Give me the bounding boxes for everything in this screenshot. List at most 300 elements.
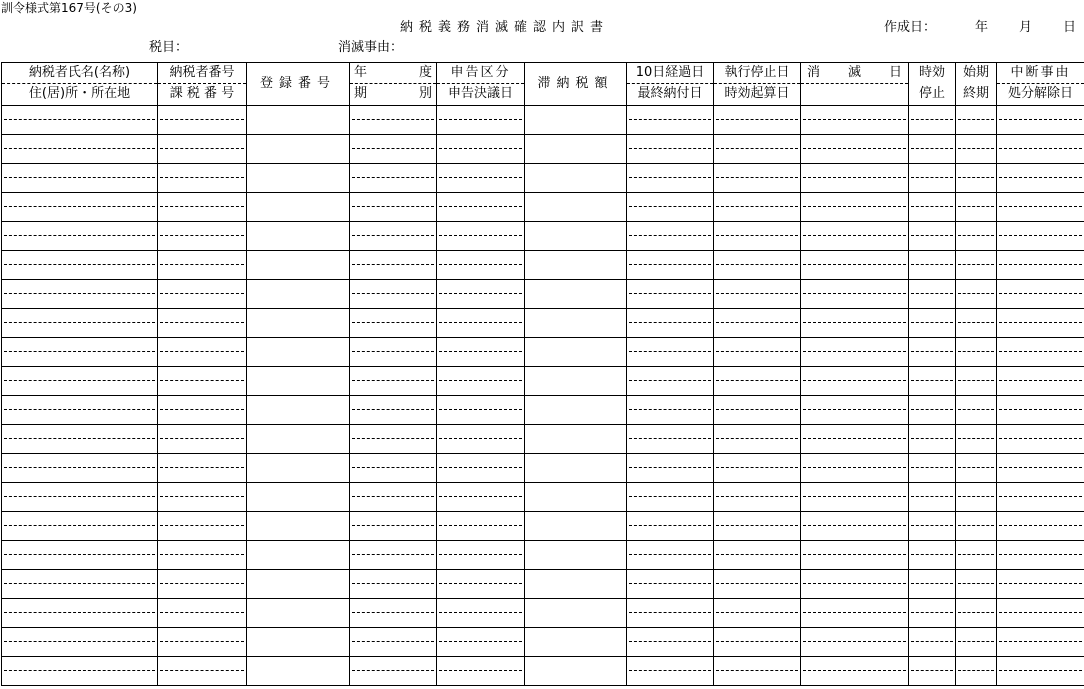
cell-tenday[interactable] xyxy=(627,164,714,193)
table-row xyxy=(2,280,1084,309)
cell-year[interactable] xyxy=(350,135,437,164)
col-year-header xyxy=(350,63,437,106)
col-registration-header xyxy=(247,63,350,106)
cell-tenday[interactable] xyxy=(627,193,714,222)
cell-limit[interactable] xyxy=(909,367,956,396)
cell-limit[interactable] xyxy=(909,483,956,512)
cell-tenday[interactable] xyxy=(627,657,714,686)
cell-taxnum[interactable] xyxy=(158,222,247,251)
cell-name[interactable] xyxy=(2,570,158,599)
cell-registration[interactable] xyxy=(247,454,350,483)
cell-extinct[interactable] xyxy=(801,483,909,512)
col-interrupt-header xyxy=(997,63,1084,106)
cell-name[interactable] xyxy=(2,251,158,280)
cell-start[interactable] xyxy=(956,164,997,193)
table-row xyxy=(2,599,1084,628)
cell-name[interactable] xyxy=(2,512,158,541)
cell-filing[interactable] xyxy=(437,164,525,193)
col-extinct-b: 滅 xyxy=(847,65,861,80)
cell-interrupt[interactable] xyxy=(997,338,1084,367)
cell-year[interactable] xyxy=(350,106,437,135)
cell-name[interactable] xyxy=(2,425,158,454)
cell-registration[interactable] xyxy=(247,251,350,280)
cell-limit[interactable] xyxy=(909,164,956,193)
cell-delinquent[interactable] xyxy=(525,570,627,599)
header-row xyxy=(2,63,1084,106)
cell-limit[interactable] xyxy=(909,106,956,135)
cell-name[interactable] xyxy=(2,599,158,628)
cell-taxnum[interactable] xyxy=(158,570,247,599)
col-registration-label: 登録番号 xyxy=(259,76,336,91)
cell-suspend[interactable] xyxy=(714,309,801,338)
cell-suspend[interactable] xyxy=(714,454,801,483)
cell-start[interactable] xyxy=(956,280,997,309)
created-year-label: 年 xyxy=(975,20,989,35)
cell-year[interactable] xyxy=(350,599,437,628)
cell-delinquent[interactable] xyxy=(525,512,627,541)
cell-name[interactable] xyxy=(2,222,158,251)
cell-name[interactable] xyxy=(2,396,158,425)
cell-year[interactable] xyxy=(350,541,437,570)
cell-taxnum[interactable] xyxy=(158,193,247,222)
col-filing-header xyxy=(437,63,525,106)
col-limit-top: 時効 xyxy=(918,65,945,80)
cell-interrupt[interactable] xyxy=(997,425,1084,454)
cell-tenday[interactable] xyxy=(627,251,714,280)
cell-registration[interactable] xyxy=(247,541,350,570)
cell-limit[interactable] xyxy=(909,396,956,425)
cell-delinquent[interactable] xyxy=(525,541,627,570)
cell-suspend[interactable] xyxy=(714,483,801,512)
table-row xyxy=(2,541,1084,570)
cell-registration[interactable] xyxy=(247,599,350,628)
cell-taxnum[interactable] xyxy=(158,454,247,483)
cell-delinquent[interactable] xyxy=(525,599,627,628)
cell-extinct[interactable] xyxy=(801,396,909,425)
cell-registration[interactable] xyxy=(247,425,350,454)
col-year-top xyxy=(350,63,436,84)
col-name-header xyxy=(2,63,158,106)
cell-interrupt[interactable] xyxy=(997,251,1084,280)
cell-taxnum[interactable] xyxy=(158,628,247,657)
table-row xyxy=(2,483,1084,512)
cell-delinquent[interactable] xyxy=(525,483,627,512)
cell-start[interactable] xyxy=(956,541,997,570)
table-row xyxy=(2,193,1084,222)
cell-interrupt[interactable] xyxy=(997,657,1084,686)
cell-extinct[interactable] xyxy=(801,454,909,483)
col-year-top-b: 度 xyxy=(418,65,432,80)
cell-suspend[interactable] xyxy=(714,222,801,251)
cell-delinquent[interactable] xyxy=(525,367,627,396)
cell-interrupt[interactable] xyxy=(997,396,1084,425)
cell-limit[interactable] xyxy=(909,280,956,309)
cell-limit[interactable] xyxy=(909,251,956,280)
cell-suspend[interactable] xyxy=(714,164,801,193)
cell-delinquent[interactable] xyxy=(525,628,627,657)
cell-extinct[interactable] xyxy=(801,164,909,193)
col-start-bottom: 終期 xyxy=(962,86,989,101)
cell-registration[interactable] xyxy=(247,483,350,512)
cell-registration[interactable] xyxy=(247,367,350,396)
cell-extinct[interactable] xyxy=(801,135,909,164)
cell-filing[interactable] xyxy=(437,106,525,135)
cell-start[interactable] xyxy=(956,396,997,425)
cell-delinquent[interactable] xyxy=(525,106,627,135)
cell-taxnum[interactable] xyxy=(158,367,247,396)
cell-name[interactable] xyxy=(2,541,158,570)
col-tenday-top: 10日経過日 xyxy=(627,63,713,84)
cell-tenday[interactable] xyxy=(627,628,714,657)
cell-name[interactable] xyxy=(2,164,158,193)
cell-taxnum[interactable] xyxy=(158,396,247,425)
col-delinquent-label: 滞納税額 xyxy=(537,76,614,91)
cell-registration[interactable] xyxy=(247,193,350,222)
cell-extinct[interactable] xyxy=(801,425,909,454)
cell-taxnum[interactable] xyxy=(158,338,247,367)
cell-year[interactable] xyxy=(350,396,437,425)
cell-suspend[interactable] xyxy=(714,135,801,164)
cell-name[interactable] xyxy=(2,135,158,164)
cell-filing[interactable] xyxy=(437,338,525,367)
cell-suspend[interactable] xyxy=(714,280,801,309)
cell-interrupt[interactable] xyxy=(997,309,1084,338)
cell-delinquent[interactable] xyxy=(525,251,627,280)
tax-item-label: 税目： xyxy=(149,40,189,55)
col-interrupt-top: 中断事由 xyxy=(997,63,1084,84)
cell-extinct[interactable] xyxy=(801,367,909,396)
cell-delinquent[interactable] xyxy=(525,280,627,309)
cell-start[interactable] xyxy=(956,570,997,599)
cell-name[interactable] xyxy=(2,367,158,396)
cell-taxnum[interactable] xyxy=(158,309,247,338)
col-year-top-a: 年 xyxy=(354,65,368,80)
cell-limit[interactable] xyxy=(909,454,956,483)
cell-registration[interactable] xyxy=(247,309,350,338)
cell-interrupt[interactable] xyxy=(997,570,1084,599)
extinction-reason-label: 消滅事由： xyxy=(338,40,404,55)
table-row xyxy=(2,338,1084,367)
cell-year[interactable] xyxy=(350,657,437,686)
cell-limit[interactable] xyxy=(909,338,956,367)
cell-filing[interactable] xyxy=(437,425,525,454)
table-row xyxy=(2,396,1084,425)
cell-interrupt[interactable] xyxy=(997,512,1084,541)
created-day-label: 日 xyxy=(1063,20,1077,35)
cell-interrupt[interactable] xyxy=(997,106,1084,135)
cell-start[interactable] xyxy=(956,251,997,280)
cell-registration[interactable] xyxy=(247,106,350,135)
cell-year[interactable] xyxy=(350,483,437,512)
cell-year[interactable] xyxy=(350,367,437,396)
cell-limit[interactable] xyxy=(909,309,956,338)
col-tenday-bottom: 最終納付日 xyxy=(637,86,703,101)
cell-extinct[interactable] xyxy=(801,280,909,309)
col-extinct-c: 日 xyxy=(888,65,902,80)
cell-filing[interactable] xyxy=(437,657,525,686)
col-extinct-a: 消 xyxy=(807,65,821,80)
cell-extinct[interactable] xyxy=(801,570,909,599)
cell-interrupt[interactable] xyxy=(997,135,1084,164)
cell-taxnum[interactable] xyxy=(158,251,247,280)
col-start-top: 始期 xyxy=(962,65,989,80)
cell-year[interactable] xyxy=(350,309,437,338)
cell-extinct[interactable] xyxy=(801,222,909,251)
col-name-top: 納税者氏名(名称) xyxy=(2,63,157,84)
cell-suspend[interactable] xyxy=(714,425,801,454)
cell-filing[interactable] xyxy=(437,541,525,570)
cell-name[interactable] xyxy=(2,193,158,222)
cell-delinquent[interactable] xyxy=(525,309,627,338)
cell-name[interactable] xyxy=(2,309,158,338)
table-row xyxy=(2,251,1084,280)
cell-extinct[interactable] xyxy=(801,251,909,280)
cell-limit[interactable] xyxy=(909,570,956,599)
table-row xyxy=(2,454,1084,483)
cell-tenday[interactable] xyxy=(627,425,714,454)
cell-delinquent[interactable] xyxy=(525,222,627,251)
cell-start[interactable] xyxy=(956,599,997,628)
cell-delinquent[interactable] xyxy=(525,657,627,686)
col-start-header xyxy=(956,63,997,106)
cell-suspend[interactable] xyxy=(714,599,801,628)
cell-extinct[interactable] xyxy=(801,106,909,135)
cell-start[interactable] xyxy=(956,222,997,251)
cell-registration[interactable] xyxy=(247,657,350,686)
cell-start[interactable] xyxy=(956,454,997,483)
cell-registration[interactable] xyxy=(247,164,350,193)
cell-interrupt[interactable] xyxy=(997,280,1084,309)
col-suspend-bottom: 時効起算日 xyxy=(724,86,790,101)
cell-filing[interactable] xyxy=(437,628,525,657)
cell-taxnum[interactable] xyxy=(158,106,247,135)
cell-tenday[interactable] xyxy=(627,135,714,164)
table-row xyxy=(2,135,1084,164)
cell-start[interactable] xyxy=(956,483,997,512)
form-number: 訓令様式第167号(その3) xyxy=(1,1,137,15)
cell-tenday[interactable] xyxy=(627,396,714,425)
cell-taxnum[interactable] xyxy=(158,425,247,454)
created-month-label: 月 xyxy=(1019,20,1033,35)
cell-delinquent[interactable] xyxy=(525,164,627,193)
table-row xyxy=(2,222,1084,251)
cell-tenday[interactable] xyxy=(627,483,714,512)
cell-tenday[interactable] xyxy=(627,367,714,396)
cell-filing[interactable] xyxy=(437,280,525,309)
cell-year[interactable] xyxy=(350,193,437,222)
cell-extinct[interactable] xyxy=(801,599,909,628)
cell-year[interactable] xyxy=(350,164,437,193)
cell-registration[interactable] xyxy=(247,628,350,657)
cell-taxnum[interactable] xyxy=(158,541,247,570)
cell-year[interactable] xyxy=(350,570,437,599)
cell-start[interactable] xyxy=(956,338,997,367)
cell-limit[interactable] xyxy=(909,425,956,454)
cell-start[interactable] xyxy=(956,106,997,135)
col-interrupt-bottom: 処分解除日 xyxy=(1007,86,1073,101)
cell-filing[interactable] xyxy=(437,193,525,222)
table-row xyxy=(2,425,1084,454)
cell-limit[interactable] xyxy=(909,512,956,541)
cell-suspend[interactable] xyxy=(714,570,801,599)
cell-name[interactable] xyxy=(2,280,158,309)
cell-delinquent[interactable] xyxy=(525,338,627,367)
col-suspend-top: 執行停止日 xyxy=(714,63,800,84)
cell-start[interactable] xyxy=(956,512,997,541)
cell-suspend[interactable] xyxy=(714,541,801,570)
cell-year[interactable] xyxy=(350,628,437,657)
cell-filing[interactable] xyxy=(437,367,525,396)
cell-start[interactable] xyxy=(956,367,997,396)
cell-interrupt[interactable] xyxy=(997,454,1084,483)
cell-year[interactable] xyxy=(350,425,437,454)
cell-taxnum[interactable] xyxy=(158,512,247,541)
cell-limit[interactable] xyxy=(909,628,956,657)
col-taxnum-top: 納税者番号 xyxy=(158,63,246,84)
table-row xyxy=(2,570,1084,599)
cell-interrupt[interactable] xyxy=(997,628,1084,657)
col-delinquent-header xyxy=(525,63,627,106)
cell-extinct[interactable] xyxy=(801,541,909,570)
col-extinct-header xyxy=(801,63,909,106)
cell-suspend[interactable] xyxy=(714,512,801,541)
cell-filing[interactable] xyxy=(437,309,525,338)
cell-start[interactable] xyxy=(956,425,997,454)
cell-taxnum[interactable] xyxy=(158,657,247,686)
cell-filing[interactable] xyxy=(437,135,525,164)
cell-tenday[interactable] xyxy=(627,222,714,251)
cell-registration[interactable] xyxy=(247,512,350,541)
cell-delinquent[interactable] xyxy=(525,454,627,483)
cell-interrupt[interactable] xyxy=(997,599,1084,628)
cell-interrupt[interactable] xyxy=(997,367,1084,396)
table-row xyxy=(2,367,1084,396)
cell-tenday[interactable] xyxy=(627,541,714,570)
cell-extinct[interactable] xyxy=(801,309,909,338)
cell-filing[interactable] xyxy=(437,222,525,251)
cell-delinquent[interactable] xyxy=(525,193,627,222)
cell-suspend[interactable] xyxy=(714,106,801,135)
cell-extinct[interactable] xyxy=(801,512,909,541)
cell-interrupt[interactable] xyxy=(997,222,1084,251)
cell-tenday[interactable] xyxy=(627,570,714,599)
cell-suspend[interactable] xyxy=(714,367,801,396)
cell-registration[interactable] xyxy=(247,396,350,425)
cell-suspend[interactable] xyxy=(714,396,801,425)
cell-extinct[interactable] xyxy=(801,338,909,367)
cell-filing[interactable] xyxy=(437,483,525,512)
col-filing-top: 申告区分 xyxy=(437,63,524,84)
cell-start[interactable] xyxy=(956,628,997,657)
cell-year[interactable] xyxy=(350,454,437,483)
cell-registration[interactable] xyxy=(247,222,350,251)
cell-interrupt[interactable] xyxy=(997,483,1084,512)
col-suspend-header xyxy=(714,63,801,106)
cell-delinquent[interactable] xyxy=(525,396,627,425)
cell-limit[interactable] xyxy=(909,541,956,570)
cell-suspend[interactable] xyxy=(714,657,801,686)
col-extinct-top xyxy=(801,63,908,84)
cell-taxnum[interactable] xyxy=(158,280,247,309)
cell-filing[interactable] xyxy=(437,512,525,541)
cell-suspend[interactable] xyxy=(714,338,801,367)
cell-name[interactable] xyxy=(2,106,158,135)
cell-tenday[interactable] xyxy=(627,280,714,309)
table-row xyxy=(2,657,1084,686)
cell-limit[interactable] xyxy=(909,222,956,251)
cell-filing[interactable] xyxy=(437,251,525,280)
cell-limit[interactable] xyxy=(909,135,956,164)
cell-filing[interactable] xyxy=(437,396,525,425)
cell-tenday[interactable] xyxy=(627,454,714,483)
cell-name[interactable] xyxy=(2,483,158,512)
cell-suspend[interactable] xyxy=(714,628,801,657)
cell-start[interactable] xyxy=(956,193,997,222)
cell-registration[interactable] xyxy=(247,135,350,164)
cell-start[interactable] xyxy=(956,309,997,338)
cell-name[interactable] xyxy=(2,628,158,657)
cell-registration[interactable] xyxy=(247,280,350,309)
ledger-table xyxy=(1,62,1084,686)
cell-suspend[interactable] xyxy=(714,193,801,222)
cell-year[interactable] xyxy=(350,338,437,367)
cell-tenday[interactable] xyxy=(627,309,714,338)
cell-year[interactable] xyxy=(350,280,437,309)
cell-filing[interactable] xyxy=(437,570,525,599)
cell-name[interactable] xyxy=(2,338,158,367)
cell-start[interactable] xyxy=(956,657,997,686)
col-limit-bottom: 停止 xyxy=(918,86,945,101)
col-taxnum-bottom: 課 税 番 号 xyxy=(169,86,235,101)
cell-tenday[interactable] xyxy=(627,512,714,541)
cell-registration[interactable] xyxy=(247,338,350,367)
cell-tenday[interactable] xyxy=(627,106,714,135)
cell-limit[interactable] xyxy=(909,599,956,628)
cell-taxnum[interactable] xyxy=(158,135,247,164)
cell-year[interactable] xyxy=(350,512,437,541)
cell-name[interactable] xyxy=(2,657,158,686)
cell-taxnum[interactable] xyxy=(158,599,247,628)
cell-suspend[interactable] xyxy=(714,251,801,280)
cell-year[interactable] xyxy=(350,222,437,251)
cell-extinct[interactable] xyxy=(801,628,909,657)
cell-limit[interactable] xyxy=(909,193,956,222)
cell-registration[interactable] xyxy=(247,570,350,599)
cell-start[interactable] xyxy=(956,135,997,164)
cell-delinquent[interactable] xyxy=(525,425,627,454)
cell-taxnum[interactable] xyxy=(158,483,247,512)
cell-interrupt[interactable] xyxy=(997,193,1084,222)
col-extinct-bottom xyxy=(801,84,908,105)
cell-taxnum[interactable] xyxy=(158,164,247,193)
cell-name[interactable] xyxy=(2,454,158,483)
cell-filing[interactable] xyxy=(437,454,525,483)
cell-filing[interactable] xyxy=(437,599,525,628)
cell-extinct[interactable] xyxy=(801,193,909,222)
cell-tenday[interactable] xyxy=(627,338,714,367)
table-row xyxy=(2,106,1084,135)
cell-extinct[interactable] xyxy=(801,657,909,686)
col-filing-bottom: 申告決議日 xyxy=(447,86,513,101)
cell-delinquent[interactable] xyxy=(525,135,627,164)
col-name-bottom: 住(居)所・所在地 xyxy=(28,86,131,101)
col-year-bottom xyxy=(350,84,436,105)
cell-interrupt[interactable] xyxy=(997,541,1084,570)
cell-tenday[interactable] xyxy=(627,599,714,628)
cell-year[interactable] xyxy=(350,251,437,280)
cell-interrupt[interactable] xyxy=(997,164,1084,193)
cell-limit[interactable] xyxy=(909,657,956,686)
